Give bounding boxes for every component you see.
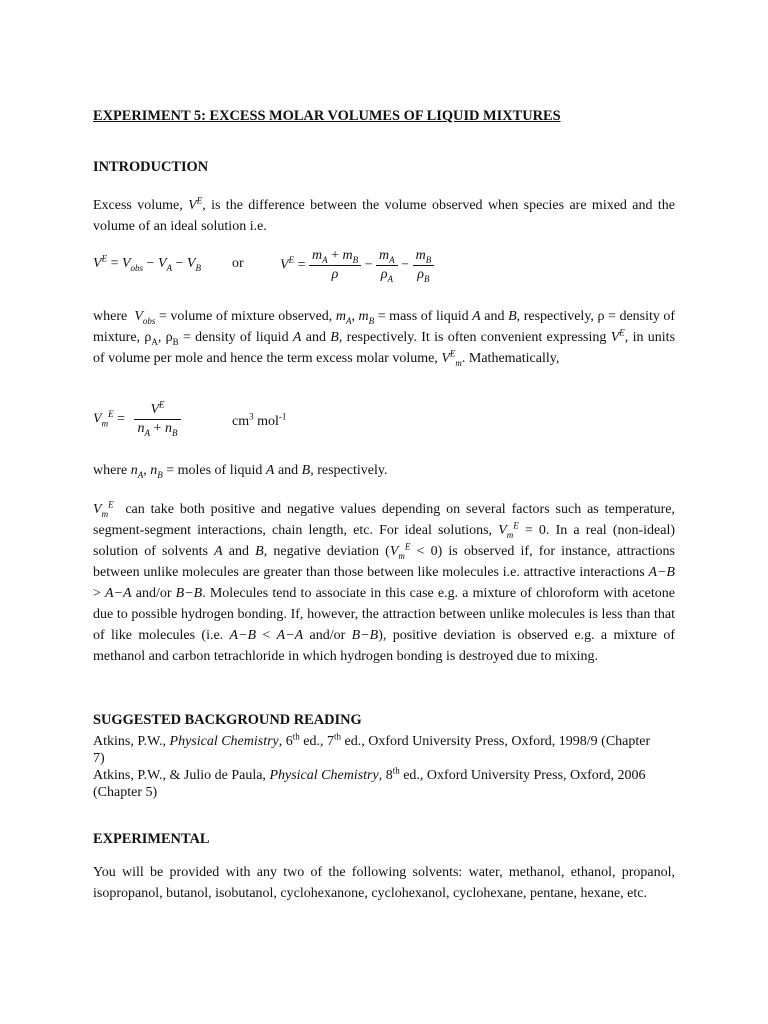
equation-units: $cm^3$ mol$^{-1}$: [232, 411, 287, 429]
deviation-paragraph: $V_m^E$ can take both positive and negative values depending on several factors such as temperature, segment-segment interactions, chain length, etc. For ideal solutions, $V_m^E = 0$. In a real (non-ideal) solution of solvents A and B, negative deviation $(V_m^E < 0)$ is observed if, for instance, attractions between unlike molecules are greater than those between like molecules i.e. attractive interactions A−B > A−A and/or B−B. Molecules tend to associate in this case e.g. a mixture of chloroform with acetone due to possible hydrogen bonding. If, however, the attraction between unlike molecules is less than that of like molecules (i.e. A−B < A−A and/or B−B), positive deviation is observed e.g. a mixture of methanol and carbon tetrachloride in which hydrogen bonding is destroyed due to mixing.: [93, 499, 676, 664]
reference-atkins-2: Atkins, P.W., & Julio de Paula, Physical Chemistry, 8th ed., Oxford University Press, Oxford, 2006 (Chapter 5): [93, 765, 646, 800]
equation-or: or: [232, 256, 244, 271]
heading-introduction: INTRODUCTION: [93, 159, 209, 175]
equation-vme: $V_m^E$ = $\frac{V^E}{n_A + n_B}$: [93, 401, 181, 438]
equation-ve-density: $V^E$ = $\frac{m_A + m_B}{\rho}$ − $\frac{m_A}{\rho_A}$ − $\frac{m_B}{\rho_B}$: [280, 247, 434, 284]
reference-atkins-1: Atkins, P.W., Physical Chemistry, 6th ed., 7th ed., Oxford University Press, Oxford, 1998/9 (Chapter 7): [93, 731, 651, 766]
intro-paragraph: Excess volume, $V^E$, is the difference between the volume observed when species are mixed and the volume of an ideal solution i.e.: [93, 195, 675, 234]
heading-experimental: EXPERIMENTAL: [93, 831, 210, 847]
heading-reading: SUGGESTED BACKGROUND READING: [93, 712, 362, 728]
page-title: EXPERIMENT 5: EXCESS MOLAR VOLUMES OF LIQUID MIXTURES: [93, 108, 561, 124]
equation-ve-difference: $V^E = V_{obs} - V_A - V_B$: [93, 253, 201, 273]
moles-definition: where $n_A$, $n_B$ = moles of liquid A and B, respectively.: [93, 463, 388, 480]
experimental-paragraph: You will be provided with any two of the following solvents: water, methanol, ethanol, propanol, isopropanol, butanol, isobutanol, cyclohexanone, cyclohexanol, cyclohexane, pentane, hexane, etc.: [93, 865, 675, 901]
definitions-paragraph: where $V_{obs}$ = volume of mixture observed, $m_A$, $m_B$ = mass of liquid A and B, respectively, ρ = density of mixture, $\rho_A$, $\rho_B$ = density of liquid A and B, respectively. It is often convenient expressing $V^E$, in units of volume per mole and hence the term excess molar volume, $V^E_m$. Mathematically,: [93, 309, 676, 368]
